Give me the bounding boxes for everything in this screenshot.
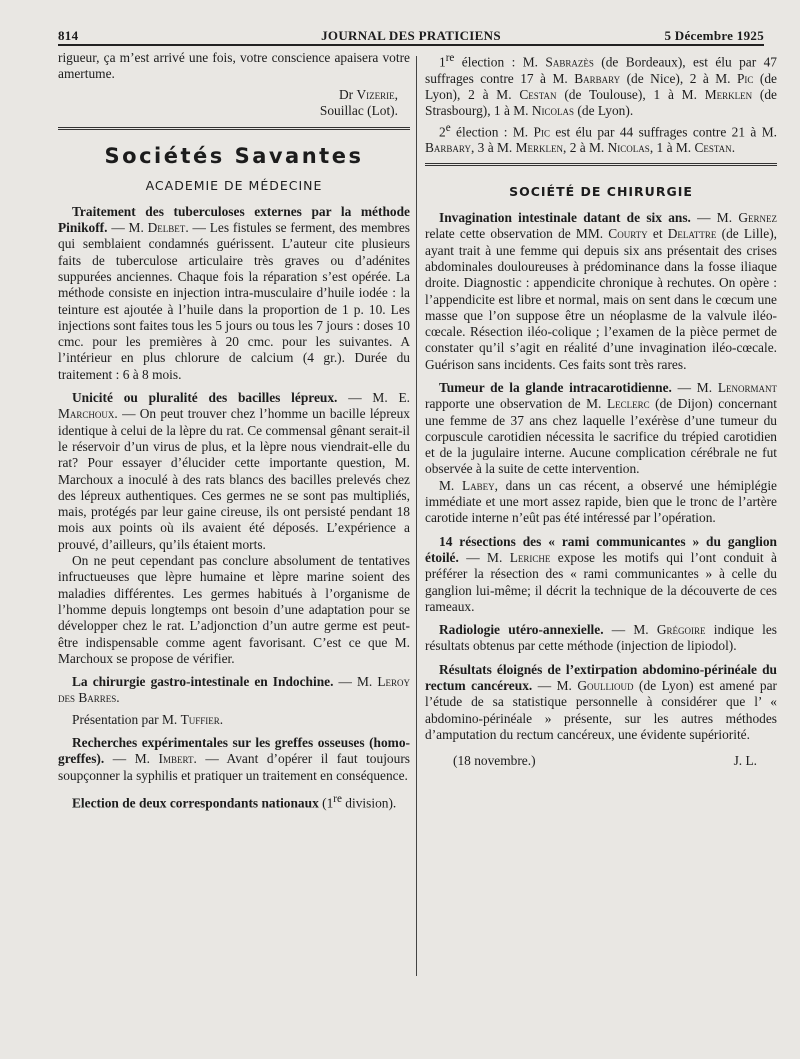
article-title: Tumeur de la glande intracarotidienne. (439, 379, 672, 395)
footer-initials: J. L. (733, 753, 757, 769)
header-rule (58, 44, 764, 46)
article-paragraph: M. Labey, dans un cas récent, a observé une hémiplégie immédiate et une mort assez rapide, bien que le tronc de l’artère carotide interne n’eût pas été intéressé par l’opération. (425, 477, 777, 526)
journal-title: JOURNAL DES PRATICIENS (321, 28, 501, 43)
article-paragraph: On ne peut cependant pas conclure absolument de tentatives infructueuses que lèpre humaine et lèpre marine soient des maladies différentes. Les germes habitués à l’organisme de l’homme depuis longtemps ont besoin d’une adaptation pour se développer chez le rat. L’adjonction d’un autre germe est peut-être indispensable comme agent favorisant. C’est ce que M. Marchoux se propose de vérifier. (58, 553, 410, 666)
article-tumeur-carotidienne: Tumeur de la glande intracarotidienne. — M. Lenormant rapporte une observation de M. Leclerc (de Dijon) concernant une femme de 37 ans chez laquelle l’exérèse d’une tumeur du corpuscule carotidien nécessita le sacrifice du trépied carotidien et de la jugulaire interne. Aucune complication cérébrale ne fut observée à la suite de cette intervention. (425, 379, 777, 477)
section-title: Sociétés Savantes (104, 144, 364, 169)
surgery-heading: SOCIÉTÉ DE CHIRURGIE (509, 183, 693, 199)
signature-name: Dr Vizerie, (338, 86, 398, 102)
article-title: Recherches expérimentales sur les greffes osseuses (homo-greffes). (58, 734, 410, 767)
page-header (58, 24, 764, 46)
page-number: 814 (58, 28, 79, 43)
article-election: Election de deux correspondants nationaux (1re division). (72, 792, 397, 811)
article-chirurgie-indochine: La chirurgie gastro-intestinale en Indochine. — M. Leroy des Barres. (58, 674, 410, 706)
article-greffes-osseuses: Recherches expérimentales sur les greffes osseuses (homo-greffes). — M. Imbert. — Avant d’opérer il faut toujours soupçonner la syphilis et pratiquer un traitement en conséquence. (58, 734, 410, 783)
presenter-name: Tuffier (180, 711, 220, 727)
article-title: Traitement des tuberculoses externes par la méthode Pinikoff. (58, 203, 410, 236)
left-column (58, 50, 410, 812)
author-name: Leroy des Barres (58, 674, 410, 706)
article-rami-communicantes: 14 résections des « rami communicantes » du ganglion étoilé. — M. Leriche expose les motifs qui l’ont conduit à préférer la résection des « rami communicantes » à celle du ganglion lui-même; il décrit la technique de la découverte de ces rameaux. (425, 533, 777, 614)
section-rule-top (58, 127, 410, 130)
article-title: Résultats éloignés de l’extirpation abdomino-périnéale du rectum cancéreux. (425, 661, 777, 694)
article-rectum: Résultats éloignés de l’extirpation abdomino-périnéale du rectum cancéreux. — M. Goullioud (de Lyon) est amené par l’étude de sa statistique personnelle à considérer que l’ « abdomino-périnéale » présente, sur les autres méthodes d’amputation du rectum cancéreux, une évidente supériorité. (425, 661, 777, 742)
article-invagination: Invagination intestinale datant de six ans. — M. Gernez relate cette observation de MM. Courty et Delattre (de Lille), ayant trait à une femme qui depuis six ans présentait des crises abdominales douloureuses à prédominance dans la fosse iliaque droite. Diagnostic : appendicite chronique à rechutes. On opère : l’appendicite est libre et normal, mais on sent dans le cœcum une masse que l’on suppose être un néoplasme de la valvule iléo-cœcale. Résection iléo-colique ; l’examen de la pièce permet de constater qu’il s’agit en réalité d’une invagination iléo-cœcale. Guérison sans incidents. Ces faits sont très rares. (425, 210, 778, 372)
author-name: Marchoux (58, 406, 115, 422)
election-first: 1re élection : M. Sabrazès (de Bordeaux), est élu par 47 suffrages contre 17 à M. Barbary (de Nice), 2 à M. Pic (de Lyon), 2 à M. Cestan (de Toulouse), 1 à M. Merklen (de Strasbourg), 1 à M. Nicolas (de Lyon). (425, 52, 777, 119)
column-divider (416, 56, 417, 976)
author-name: Delbet (147, 220, 186, 236)
right-column (425, 50, 777, 770)
article-title: Invagination intestinale datant de six ans. (439, 210, 691, 226)
academy-heading: ACADEMIE DE MÉDECINE (145, 178, 323, 194)
footer-date: (18 novembre.) (453, 753, 536, 769)
issue-date: 5 Décembre 1925 (664, 28, 764, 43)
article-title: Election de deux correspondants nationaux (72, 795, 319, 811)
election-second: 2e élection : M. Pic est élu par 44 suffrages contre 21 à M. Barbary, 3 à M. Merklen, 2 à M. Nicolas, 1 à M. Cestan. (425, 121, 777, 156)
article-bacilles-lepreux: Unicité ou pluralité des bacilles lépreux. — M. E. Marchoux. — On peut trouver chez l’homme un bacille lépreux identique à celui de la lèpre du rat. Ce commensal gênant serait-il le réservoir d’un virus de plus, et la lèpre nous viendrait-elle du rat? Pour essayer d’élucider cette importante question, M. Marchoux a inoculé à des rats blancs des bacilles prelevés chez des lépreux authentiques. Ces germes ne se sont pas multipliés, mais, protégés par leur gaine cireuse, ils ont persisté pendant 18 mois aux points où ils avaient été déposés. L’expérience a prouvé, d’ailleurs, qu’ils étaient morts. (58, 390, 411, 552)
article-title: 14 résections des « rami communicantes » du ganglion étoilé. (425, 533, 777, 565)
intro-paragraph: rigueur, ça m’est arrivé une fois, votre conscience apaisera votre amertume. (58, 50, 410, 82)
article-title: La chirurgie gastro-intestinale en Indochine. (72, 674, 334, 690)
section-rule (425, 163, 777, 166)
signature-place: Souillac (Lot). (319, 102, 398, 118)
article-title: Radiologie utéro-annexielle. (439, 622, 604, 638)
section-footer (425, 753, 777, 769)
article-radiologie: Radiologie utéro-annexielle. — M. Grégoire indique les résultats obtenus par cette méthode (injection de lipiodol). (425, 622, 777, 654)
article-tuberculoses: Traitement des tuberculoses externes par la méthode Pinikoff. — M. Delbet. — Les fistules se ferment, des membres qui semblaient condamnés guérissent. L’auteur cite plusieurs faits de tuberculose articulaire très graves ou d’adénites suppurées anciennes. Chaque fois la réparation s’est opérée. La méthode consiste en injection intra-musculaire d’huile iodée : la teinture est ajoutée à l’huile dans la proportion de 1 p. 10. Les injections sont faites tous les 5 jours ou tous les 7 jours : doses 10 cmc. pour les premières à 20 cmc. pour les suivantes. A l’intérieur en plus chlorure de calcium (4 gr.). Durée du traitement : 6 à 8 mois. (58, 203, 410, 382)
presentation-line: Présentation par M. Tuffier. (72, 711, 224, 727)
article-title: Unicité ou pluralité des bacilles lépreux. (72, 390, 338, 406)
author-name: Imbert (158, 751, 194, 767)
